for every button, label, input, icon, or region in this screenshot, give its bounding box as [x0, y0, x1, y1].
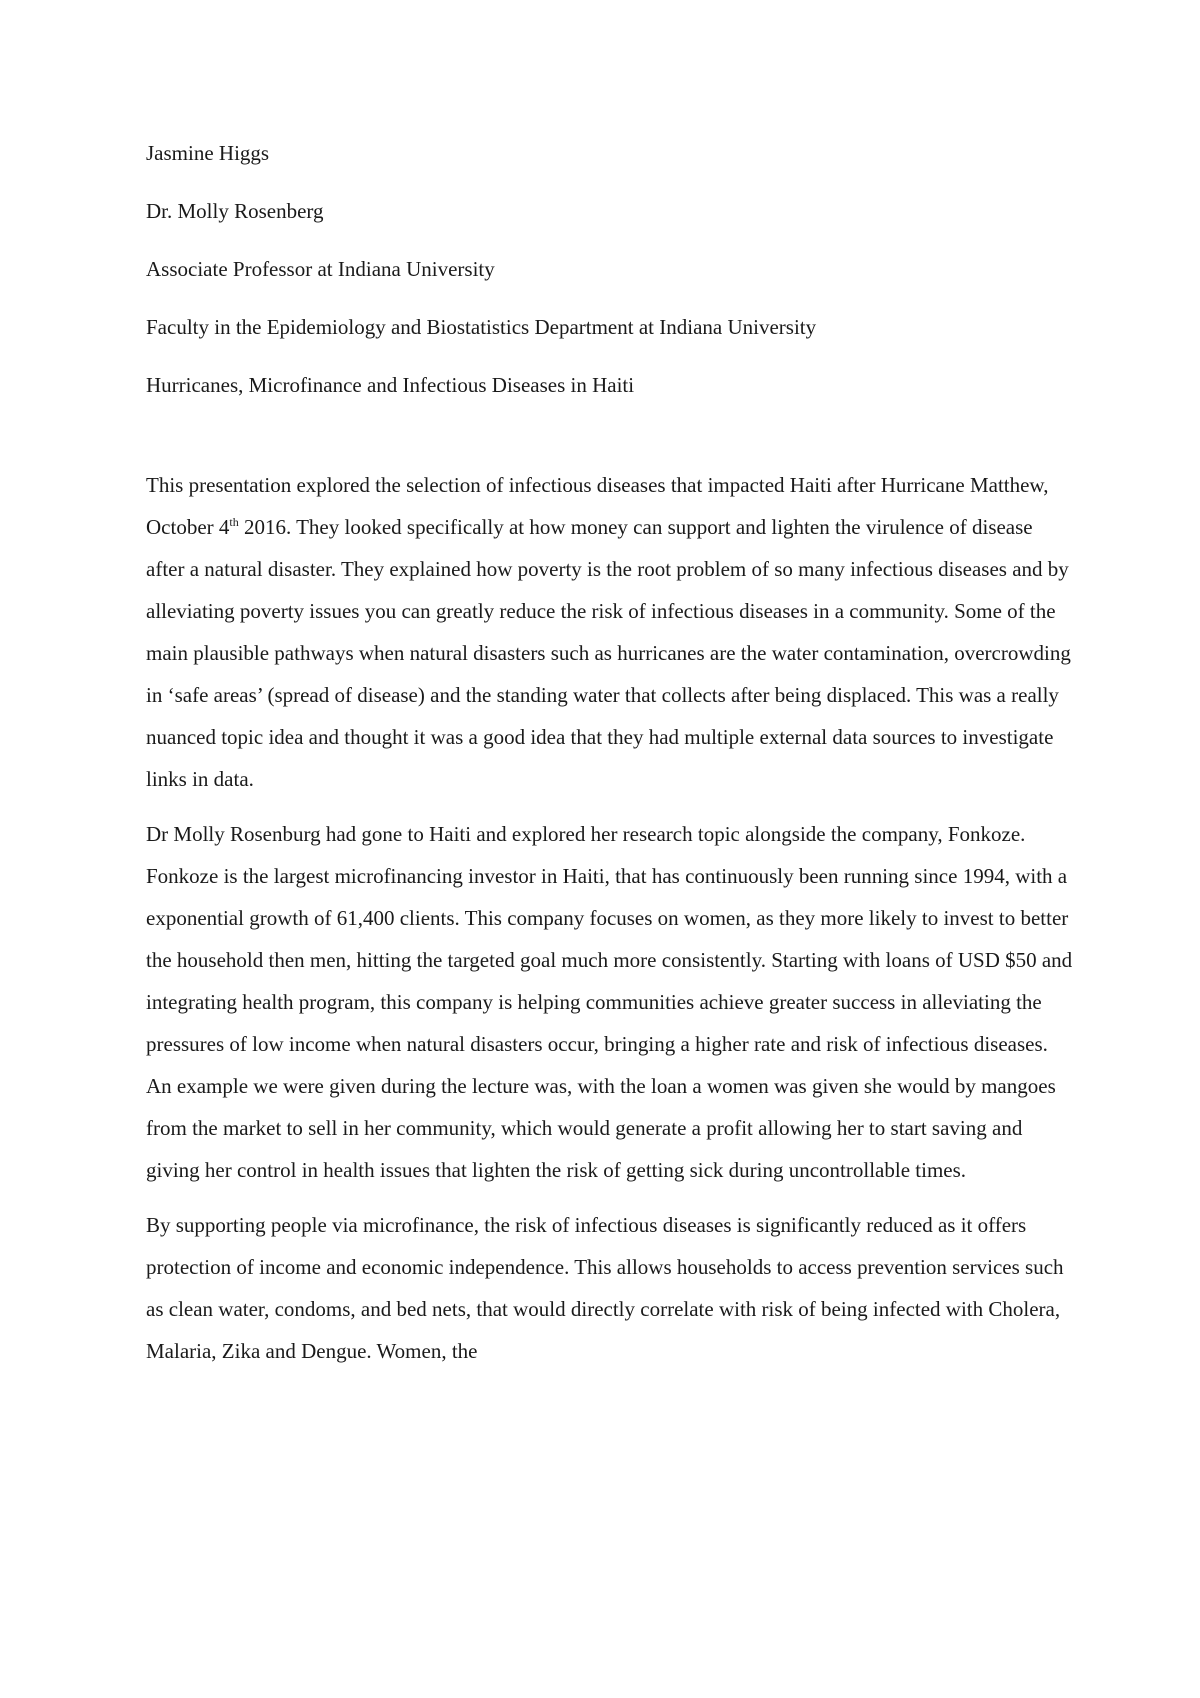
author-name: Jasmine Higgs: [146, 141, 270, 165]
paragraph-1: [146, 464, 1076, 800]
paragraph-1-part-a: This presentation explored the selection of infectious diseases that impacted Haiti after Hurricane Matthew, October 4: [146, 473, 1049, 539]
ordinal-suffix: th: [229, 515, 239, 529]
paragraph-3: By supporting people via microfinance, the risk of infectious diseases is significantly reduced as it offers protection of income and economic independence. This allows households to access prevention services such as clean water, condoms, and bed nets, that would directly correlate with risk of being infected with Cholera, Malaria, Zika and Dengue. Women, the: [146, 1213, 1064, 1363]
speaker-name: Dr. Molly Rosenberg: [146, 199, 324, 223]
speaker-title: Associate Professor at Indiana University: [146, 257, 495, 281]
paragraph-1-part-b: 2016. They looked specifically at how money can support and lighten the virulence of disease after a natural disaster. They explained how poverty is the root problem of so many infectious diseases and by alleviating poverty issues you can greatly reduce the risk of infectious diseases in a community. Some of the main plausible pathways when natural disasters such as hurricanes are the water contamination, overcrowding in ‘safe areas’ (spread of disease) and the standing water that collects after being displaced. This was a really nuanced topic idea and thought it was a good idea that they had multiple external data sources to investigate links in data.: [146, 515, 1071, 791]
document-content: [146, 140, 1076, 1385]
paragraph-2: Dr Molly Rosenburg had gone to Haiti and explored her research topic alongside the company, Fonkoze. Fonkoze is the largest microfinancing investor in Haiti, that has continuously been running since 1994, with a exponential growth of 61,400 clients. This company focuses on women, as they more likely to invest to better the household then men, hitting the targeted goal much more consistently. Starting with loans of USD $50 and integrating health program, this company is helping communities achieve greater success in alleviating the pressures of low income when natural disasters occur, bringing a higher rate and risk of infectious diseases. An example we were given during the lecture was, with the loan a women was given she would by mangoes from the market to sell in her community, which would generate a profit allowing her to start saving and giving her control in health issues that lighten the risk of getting sick during uncontrollable times.: [146, 822, 1073, 1182]
talk-title: Hurricanes, Microfinance and Infectious Diseases in Haiti: [146, 373, 635, 397]
speaker-faculty: Faculty in the Epidemiology and Biostatistics Department at Indiana University: [146, 315, 817, 339]
